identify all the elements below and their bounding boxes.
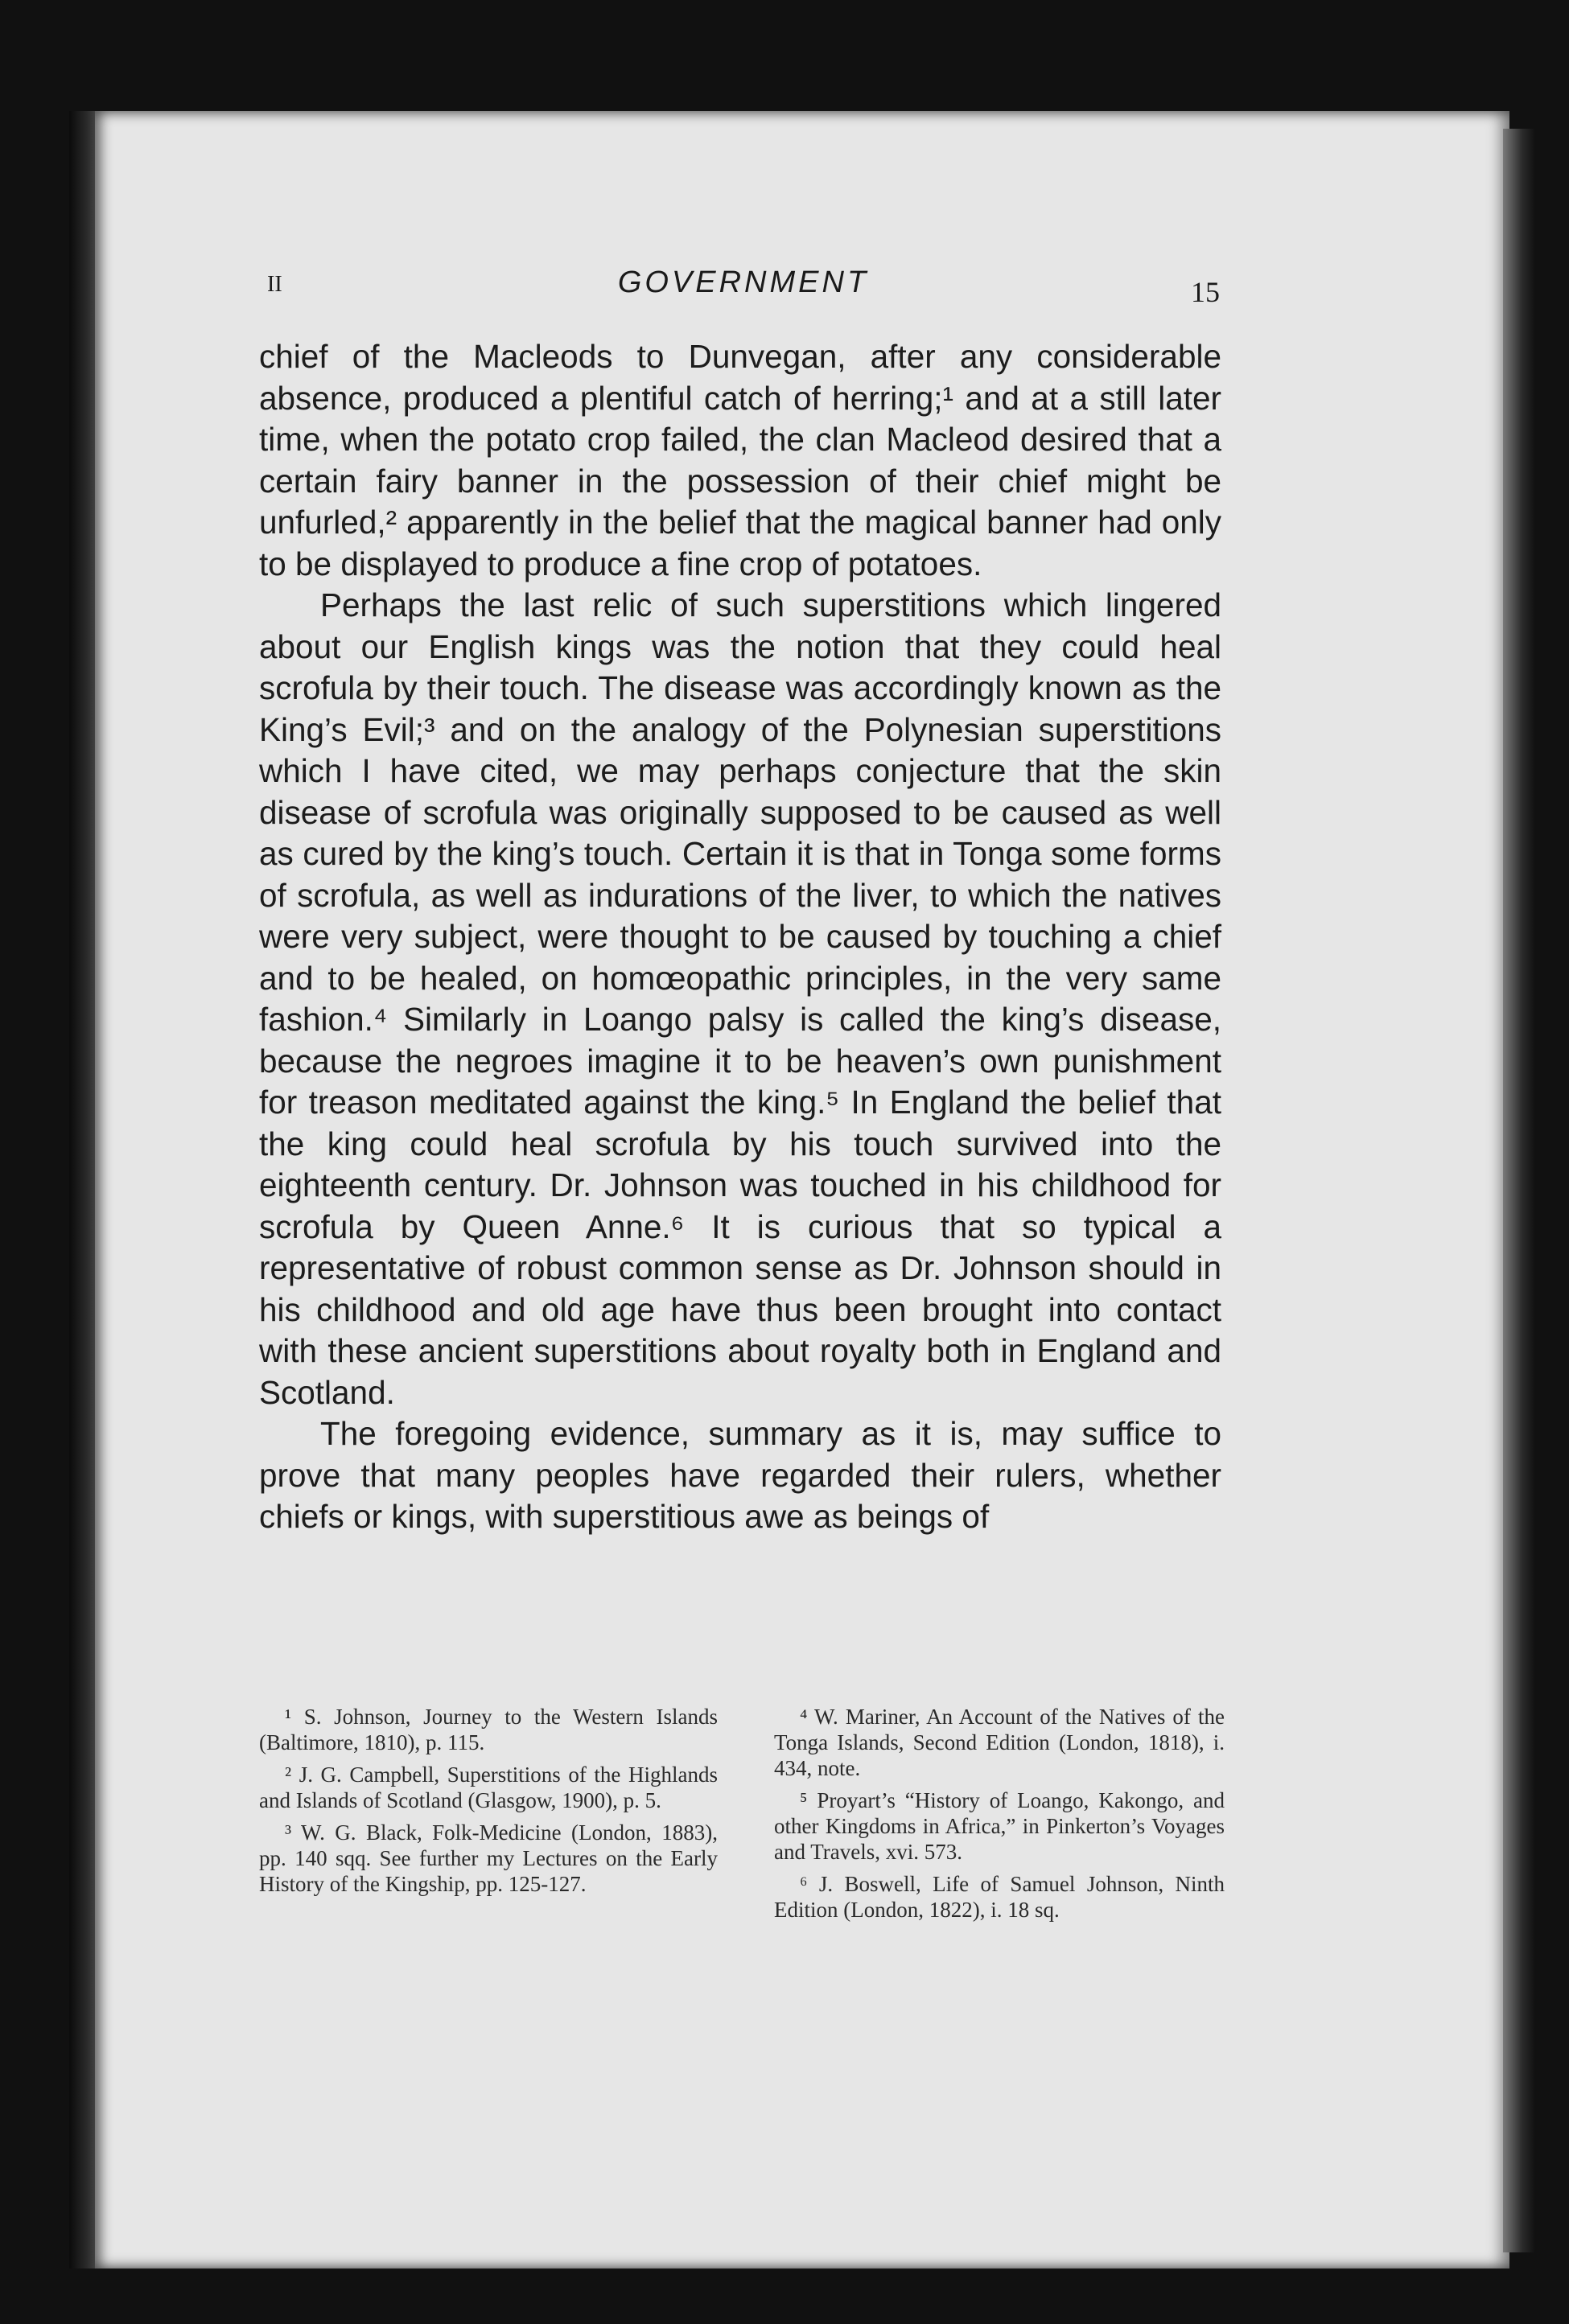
running-header xyxy=(267,265,1220,314)
running-title: GOVERNMENT xyxy=(617,265,870,299)
footnote-3: ³ W. G. Black, Folk-Medicine (London, 1883), pp. 140 sqq. See further my Lectures on the Early History of the Kingship, pp. 125-127. xyxy=(259,1820,718,1896)
page-right-edge xyxy=(1503,129,1535,2252)
footnotes-right-column xyxy=(774,1704,1225,1929)
footnote-4: ⁴ W. Mariner, An Account of the Natives of the Tonga Islands, Second Edition (London, 1818), i. 434, note. xyxy=(774,1705,1225,1780)
main-text xyxy=(259,336,1221,1538)
chapter-number: II xyxy=(267,272,282,297)
paragraph-2: Perhaps the last relic of such superstitions which lingered about our English kings was the notion that they could heal scrofula by their touch. The disease was accordingly known as the King’s Evil;³ and on the analogy of the Polynesian superstitions which I have cited, we may perhaps conjecture that the skin disease of scrofula was originally supposed to be caused as well as cured by the king’s touch. Certain it is that in Tonga some forms of scrofula, as well as indurations of the liver, to which the natives were very subject, were thought to be caused by touching a chief and to be healed, on homœopathic principles, in the very same fashion.⁴ Similarly in Loango palsy is called the king’s disease, because the negroes imagine it to be heaven’s own punishment for treason meditated against the king.⁵ In England the belief that the king could heal scrofula by his touch survived into the eighteenth century. Dr. Johnson was touched in his childhood for scrofula by Queen Anne.⁶ It is curious that so typical a representative of robust common sense as Dr. Johnson should in his childhood and old age have thus been brought into contact with these ancient superstitions about royalty both in England and Scotland. xyxy=(259,586,1221,1411)
footnote-5: ⁵ Proyart’s “History of Loango, Kakongo, and other Kingdoms in Africa,” in Pinkerton’s Voyages and Travels, xvi. 573. xyxy=(774,1788,1225,1864)
paragraph-3: The foregoing evidence, summary as it is, may suffice to prove that many peoples have regarded their rulers, whether chiefs or kings, with superstitious awe as beings of xyxy=(259,1415,1221,1535)
footnotes-left-column xyxy=(259,1704,718,1903)
footnote-2: ² J. G. Campbell, Superstitions of the Highlands and Islands of Scotland (Glasgow, 1900), p. 5. xyxy=(259,1763,718,1812)
page-number: 15 xyxy=(1191,276,1220,308)
footnote-1: ¹ S. Johnson, Journey to the Western Islands (Baltimore, 1810), p. 115. xyxy=(259,1705,718,1754)
footnote-6: ⁶ J. Boswell, Life of Samuel Johnson, Ninth Edition (London, 1822), i. 18 sq. xyxy=(774,1872,1225,1922)
paragraph-1: chief of the Macleods to Dunvegan, after any considerable absence, produced a plentiful catch of herring;¹ and at a still later time, when the potato crop failed, the clan Macleod desired that a certain fairy banner in the possession of their chief might be unfurled,² apparently in the belief that the magical banner had only to be displayed to produce a fine crop of potatoes. xyxy=(259,338,1221,582)
